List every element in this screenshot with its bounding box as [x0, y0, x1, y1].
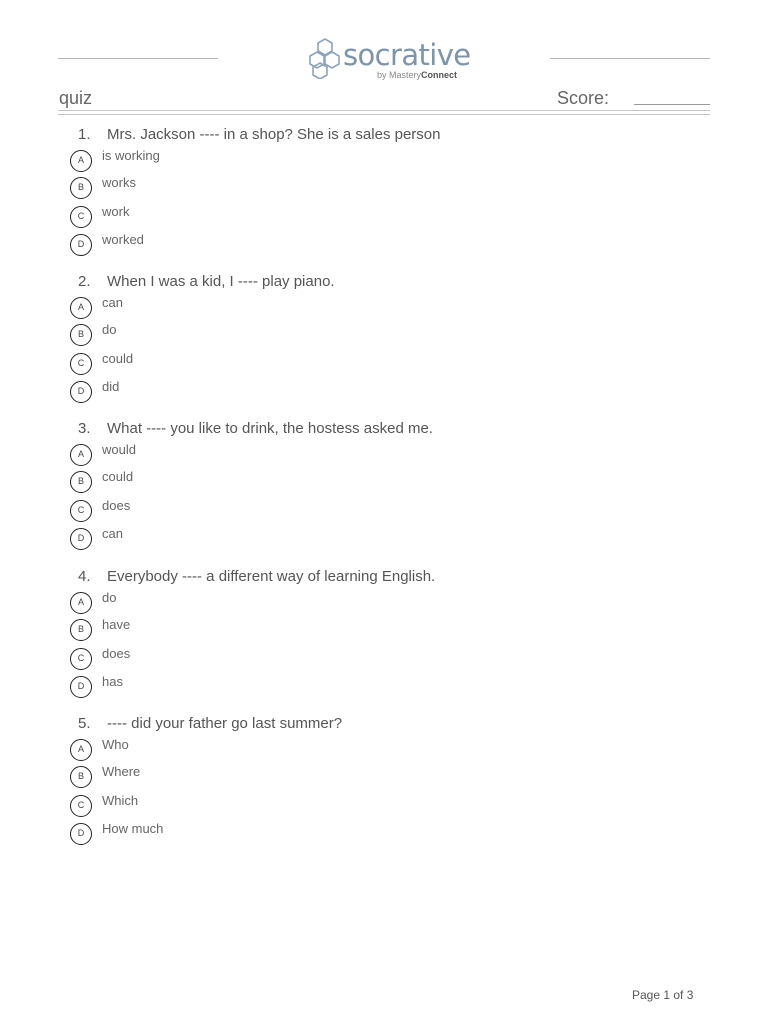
answer-bubble[interactable]: B	[70, 766, 92, 788]
question-number: 4.	[78, 568, 91, 585]
answer-option-a[interactable]	[0, 297, 400, 319]
answer-text: have	[102, 617, 131, 632]
quiz-title: quiz	[59, 88, 93, 108]
answer-bubble[interactable]: D	[70, 528, 92, 550]
question-text: What ---- you like to drink, the hostess asked me.	[107, 420, 433, 437]
answer-bubble[interactable]: B	[70, 619, 92, 641]
answer-text: Who	[102, 737, 129, 752]
answer-bubble[interactable]: B	[70, 471, 92, 493]
answer-text: Where	[102, 764, 141, 779]
score-field	[634, 104, 710, 105]
score-label: Score:	[557, 88, 610, 108]
question-2	[0, 273, 768, 430]
answer-text: could	[102, 351, 134, 366]
answer-text: worked	[102, 232, 144, 247]
answer-bubble[interactable]: A	[70, 444, 92, 466]
header-right-rule	[550, 58, 710, 59]
hexagon-logo-icon	[308, 37, 342, 79]
question-number: 2.	[78, 273, 91, 290]
answer-bubble[interactable]: B	[70, 324, 92, 346]
answer-bubble[interactable]: C	[70, 795, 92, 817]
answer-option-c[interactable]	[0, 353, 400, 375]
header-separator-2	[58, 114, 710, 115]
answer-option-c[interactable]	[0, 795, 400, 817]
answer-option-a[interactable]	[0, 150, 400, 172]
brand-by: by Mastery	[377, 70, 422, 80]
answer-option-a[interactable]	[0, 592, 400, 614]
brand-name: socrative	[343, 38, 471, 72]
answer-option-b[interactable]	[0, 766, 400, 788]
answer-text: can	[102, 295, 123, 310]
question-3	[0, 420, 768, 577]
answer-option-d[interactable]	[0, 381, 400, 403]
answer-text: works	[102, 175, 136, 190]
answer-bubble[interactable]: A	[70, 739, 92, 761]
answer-bubble[interactable]: A	[70, 297, 92, 319]
answer-text: would	[102, 442, 136, 457]
answer-text: is working	[102, 148, 160, 163]
header-separator-1	[58, 110, 710, 111]
answer-option-c[interactable]	[0, 206, 400, 228]
answer-text: can	[102, 526, 123, 541]
question-text: When I was a kid, I ---- play piano.	[107, 273, 335, 290]
answer-bubble[interactable]: C	[70, 500, 92, 522]
answer-option-d[interactable]	[0, 234, 400, 256]
question-text: ---- did your father go last summer?	[107, 715, 343, 732]
brand-byline	[377, 70, 457, 80]
answer-option-b[interactable]	[0, 177, 400, 199]
answer-option-b[interactable]	[0, 324, 400, 346]
page-number: Page 1 of 3	[632, 988, 694, 1002]
question-1	[0, 126, 768, 283]
answer-bubble[interactable]: D	[70, 676, 92, 698]
answer-bubble[interactable]: D	[70, 381, 92, 403]
socrative-logo	[308, 37, 471, 83]
question-4	[0, 568, 768, 725]
answer-option-d[interactable]	[0, 676, 400, 698]
question-number: 3.	[78, 420, 91, 437]
answer-text: did	[102, 379, 120, 394]
header-left-rule	[58, 58, 218, 59]
answer-text: do	[102, 590, 117, 605]
question-number: 5.	[78, 715, 91, 732]
brand-company: Connect	[421, 70, 458, 80]
answer-option-a[interactable]	[0, 444, 400, 466]
answer-text: work	[102, 204, 130, 219]
answer-option-b[interactable]	[0, 471, 400, 493]
answer-option-a[interactable]	[0, 739, 400, 761]
question-number: 1.	[78, 126, 91, 143]
answer-option-c[interactable]	[0, 648, 400, 670]
answer-text: How much	[102, 821, 164, 836]
answer-bubble[interactable]: D	[70, 823, 92, 845]
question-5	[0, 715, 768, 872]
answer-option-d[interactable]	[0, 528, 400, 550]
question-text: Everybody ---- a different way of learning English.	[107, 568, 436, 585]
answer-option-c[interactable]	[0, 500, 400, 522]
answer-text: does	[102, 498, 131, 513]
answer-bubble[interactable]: A	[70, 592, 92, 614]
answer-bubble[interactable]: C	[70, 353, 92, 375]
answer-bubble[interactable]: B	[70, 177, 92, 199]
answer-text: Which	[102, 793, 139, 808]
question-text: Mrs. Jackson ---- in a shop? She is a sales person	[107, 126, 441, 143]
answer-option-d[interactable]	[0, 823, 400, 845]
answer-text: could	[102, 469, 134, 484]
answer-option-b[interactable]	[0, 619, 400, 641]
answer-text: does	[102, 646, 131, 661]
answer-bubble[interactable]: C	[70, 206, 92, 228]
answer-text: has	[102, 674, 123, 689]
answer-bubble[interactable]: C	[70, 648, 92, 670]
answer-bubble[interactable]: A	[70, 150, 92, 172]
answer-bubble[interactable]: D	[70, 234, 92, 256]
answer-text: do	[102, 322, 117, 337]
